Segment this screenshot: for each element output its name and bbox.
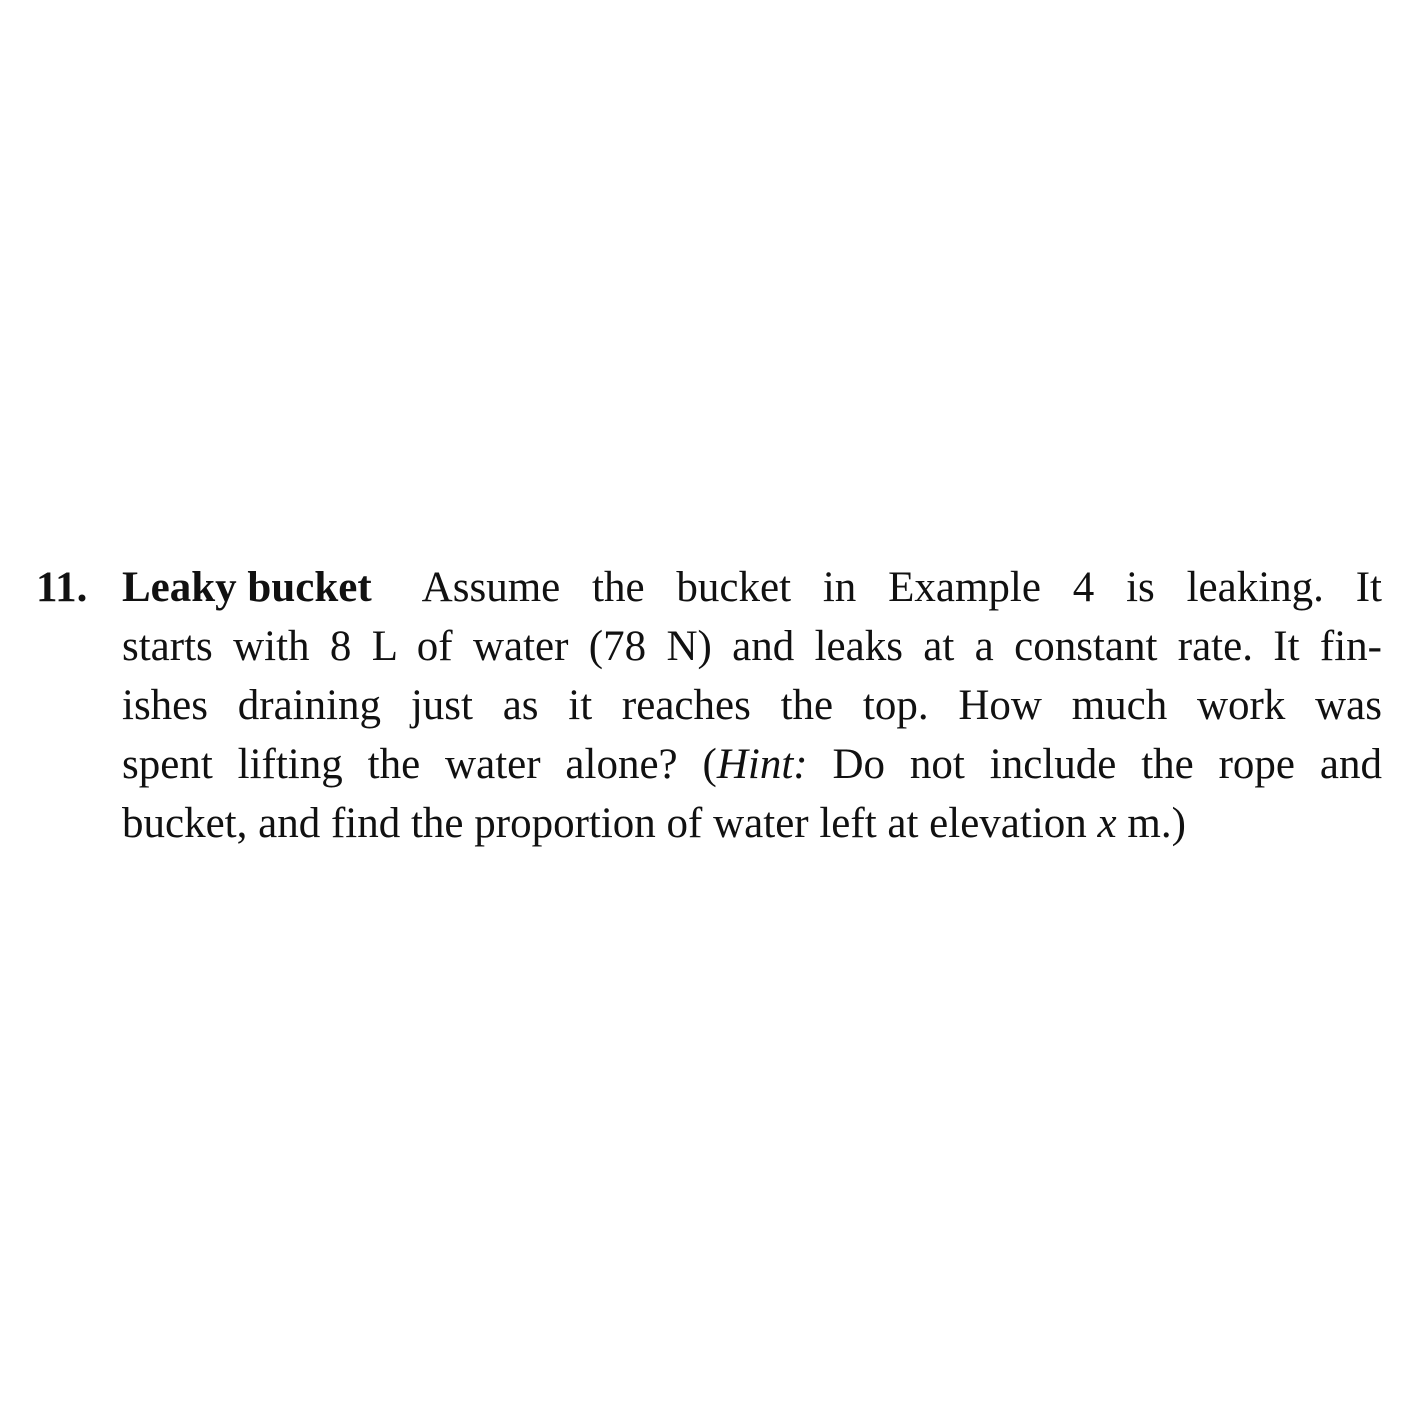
exercise-text-line-5	[122, 794, 1382, 853]
line-5-end: m.)	[1116, 800, 1186, 847]
exercise-text-line-1: Assume the bucket in Example 4 is leaking. It	[421, 564, 1382, 611]
line-5-start: bucket, and find the proportion of water left at elevation	[122, 800, 1098, 847]
exercise-text-line-3: ishes draining just as it reaches the top. How much work was	[122, 682, 1382, 729]
exercise-title: Leaky bucket	[122, 564, 372, 611]
exercise-text-line-4	[122, 735, 1382, 794]
line-4-start: spent lifting the water alone? (	[122, 741, 717, 788]
exercise-11	[36, 558, 1382, 853]
exercise-text-line-2: starts with 8 L of water (78 N) and leaks at a constant rate. It fin-	[122, 623, 1382, 670]
line-4-end: Do not include the rope and	[807, 741, 1382, 788]
exercise-number: 11.	[36, 564, 88, 611]
exercise-line-1	[36, 558, 1382, 617]
elevation-variable: x	[1097, 800, 1117, 847]
hint-label: Hint:	[716, 741, 808, 788]
